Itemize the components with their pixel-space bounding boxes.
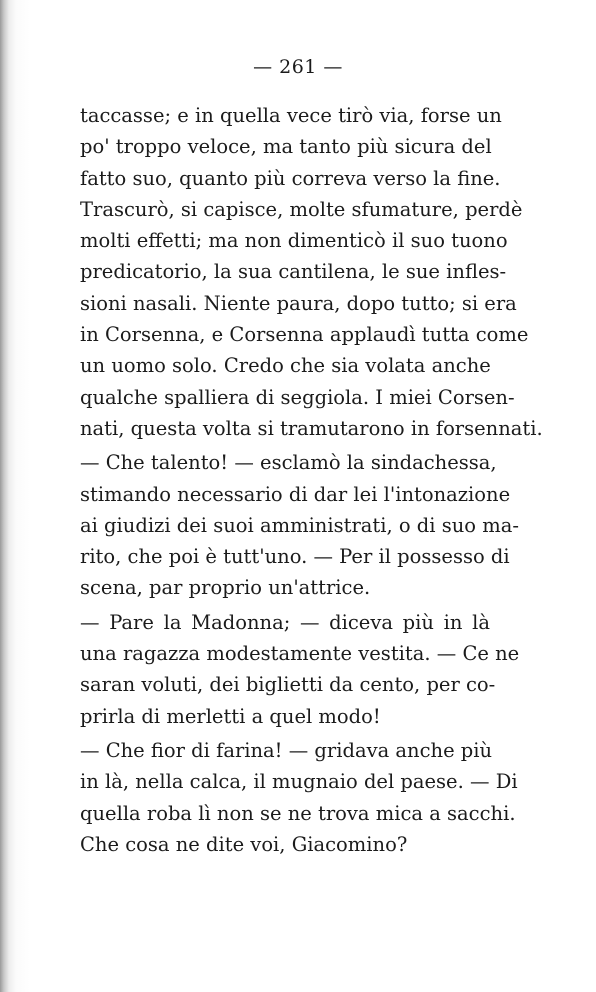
text-line: nati, questa volta si tramutarono in forsennati. <box>80 416 543 440</box>
body-text <box>80 100 543 860</box>
text-line: taccasse; e in quella vece tirò via, forse un <box>80 104 502 127</box>
text-line: rito, che poi è tutt'uno. — Per il possesso di <box>80 545 510 569</box>
text-line: po' troppo veloce, ma tanto più sicura del <box>80 135 492 159</box>
page-number: — 261 — <box>253 56 343 78</box>
text-line: prirla di merletti a quel modo! <box>80 704 381 728</box>
text-line: Che cosa ne dite voi, Giacomino? <box>80 832 408 856</box>
text-line: una ragazza modestamente vestita. — Ce ne <box>80 642 520 666</box>
text-line: ai giudizi dei suoi amministrati, o di suo ma- <box>80 513 519 537</box>
text-line: in Corsenna, e Corsenna applaudì tutta come <box>80 323 529 347</box>
text-line: qualche spalliera di seggiola. I miei Corsen- <box>80 385 515 409</box>
text-line: scena, par proprio un'attrice. <box>80 576 371 600</box>
text-line: un uomo solo. Credo che sia volata anche <box>80 354 491 378</box>
text-line: stimando necessario di dar lei l'intonazione <box>80 482 511 506</box>
text-line: — Pare la Madonna; — diceva più in là <box>80 610 490 634</box>
text-line: predicatorio, la sua cantilena, le sue infles- <box>80 260 507 284</box>
text-line: saran voluti, dei biglietti da cento, per co- <box>80 673 496 697</box>
text-line: Trascurò, si capisce, molte sfumature, perdè <box>80 197 523 221</box>
text-line: fatto suo, quanto più correva verso la fine. <box>80 166 501 190</box>
text-line: — Che fior di farina! — gridava anche più <box>80 738 493 762</box>
text-line: — Che talento! — esclamò la sindachessa, <box>80 451 497 475</box>
text-line: in là, nella calca, il mugnaio del paese. — Di <box>80 770 518 794</box>
text-line: sioni nasali. Niente paura, dopo tutto; si era <box>80 291 517 315</box>
text-line: quella roba lì non se ne trova mica a sacchi. <box>80 801 516 825</box>
text-line: molti effetti; ma non dimenticò il suo tuono <box>80 229 508 253</box>
